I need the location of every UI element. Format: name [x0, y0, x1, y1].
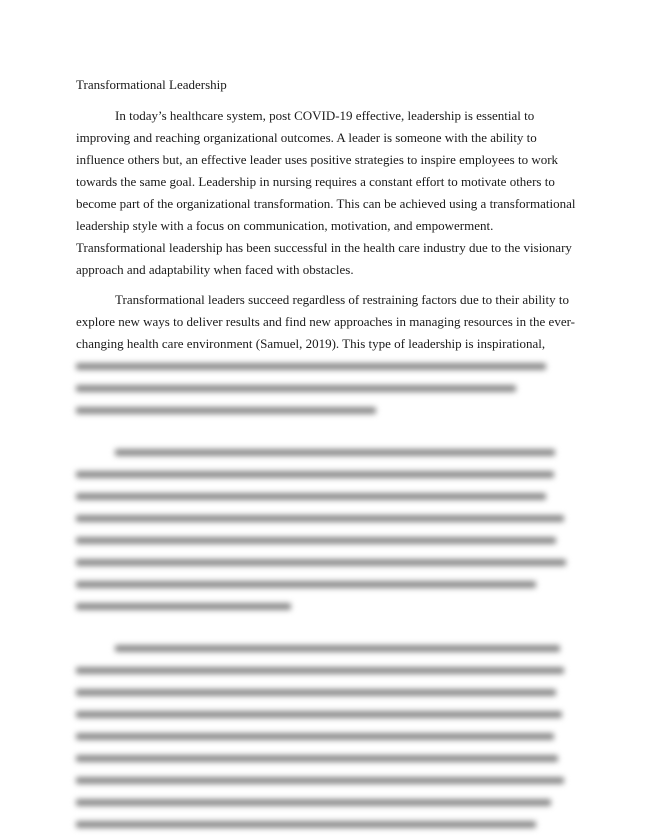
paragraph-1-line: leadership style with a focus on communication, motivation, and empowerment.	[76, 218, 494, 233]
blurred-content	[76, 355, 568, 835]
paragraph-1-line: approach and adaptability when faced with obstacles.	[76, 262, 354, 277]
document-title: Transformational Leadership	[76, 77, 227, 92]
paragraph-2-line: Transformational leaders succeed regardless of restraining factors due to their ability to	[115, 292, 570, 307]
paragraph-1-line: become part of the organizational transformation. This can be achieved using a transformational	[76, 196, 576, 211]
paragraph-1-line: Transformational leadership has been successful in the health care industry due to the visionary	[76, 240, 572, 255]
paragraph-1-line: improving and reaching organizational outcomes. A leader is someone with the ability to	[76, 130, 537, 145]
paragraph-2-line: explore new ways to deliver results and find new approaches in managing resources in the ever-	[76, 314, 575, 329]
paragraph-1-line: In today’s healthcare system, post COVID-19 effective, leadership is essential to	[115, 108, 535, 123]
paragraph-1-line: influence others but, an effective leader uses positive strategies to inspire employees to work	[76, 152, 559, 167]
paragraph-1-line: towards the same goal. Leadership in nursing requires a constant effort to motivate others to	[76, 174, 555, 189]
paragraph-2-line: changing health care environment (Samuel, 2019). This type of leadership is inspirational,	[76, 336, 546, 351]
